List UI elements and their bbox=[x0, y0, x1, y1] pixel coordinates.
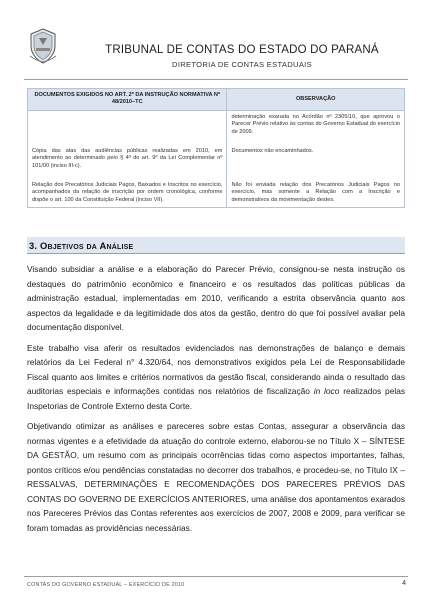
paragraph-3: Objetivando otimizar as análises e pareceres sobre estas Contas, assegurar a observância das normas vigentes e a efetividade da atuação do controle externo, elaborou-se no Título X – SÍNTESE DA GESTÃO, um resumo com as principais ocorrências tidas como aspectos importantes, falhas, pontos críticos e/ou pendências constatadas no decorrer dos trabalhos, e procedeu-se, no Título IX – RESSALVAS, DETERMINAÇÕES E RECOMENDAÇÕES DOS PARECERES PRÉVIOS DAS CONTAS DO GOVERNO DE EXERCÍCIOS ANTERIORES, uma análise dos apontamentos exarados nos Pareceres Prévios das Contas referentes aos exercícios de 2007, 2008 e 2009, para verificar se foram tomadas as providências necessárias. bbox=[27, 421, 405, 533]
table-cell-document: Cópia das atas das audiências públicas realizadas em 2010, em atendimento ao determinado pelo § 4º do art. 9º da Lei Complementar nº 101/00 (inciso III-c). bbox=[28, 145, 227, 173]
table-cell-observation: Não foi enviada relação dos Precatórios Judiciais Pagos no exercício, mas somente a Relação com a Inscrição e demonstrativos da movimentação destes. bbox=[227, 179, 405, 208]
table-row bbox=[28, 110, 405, 139]
paragraph-2-text-end: realizados pelas Inspetorias de Controle Externo desta Corte. bbox=[27, 386, 406, 411]
institution-title: TRIBUNAL DE CONTAS DO ESTADO DO PARANÁ bbox=[105, 44, 379, 56]
table-cell-observation: Documentos não encaminhados. bbox=[227, 145, 405, 173]
table-cell-document: Relação dos Precatórios Judiciais Pagos, Baixados e Inscritos no exercício, acompanhados da relação de inscrição por ordem cronológica, conforme dispõe o art. 100 da Constituição Federal (inciso VII). bbox=[28, 179, 227, 208]
page-header bbox=[24, 22, 408, 80]
section-heading bbox=[27, 237, 405, 254]
table-cell-document bbox=[28, 110, 227, 139]
documents-table bbox=[27, 88, 405, 208]
column-header-observation: OBSERVAÇÃO bbox=[227, 89, 405, 111]
footer-text: CONTAS DO GOVERNO ESTADUAL – EXERCÍCIO DE 2010 bbox=[27, 582, 185, 588]
paragraph-2 bbox=[27, 341, 405, 414]
paragraph-1: Visando subsidiar a análise e a elaboração do Parecer Prévio, consignou-se nesta instrução os destaques do patrimônio econômico e financeiro e os resultados das políticas públicas da administração estadual, implementadas em 2010, verificando a estrita observância quanto aos aspectos da legalidade e da legitimidade dos atos da gestão, dentro do que foi possível avaliar pela documentação disponível. bbox=[27, 264, 405, 332]
department-subtitle: DIRETORIA DE CONTAS ESTADUAIS bbox=[172, 60, 312, 69]
coat-of-arms-icon bbox=[28, 28, 58, 64]
body-text bbox=[27, 262, 405, 541]
page-number: 4 bbox=[402, 580, 406, 587]
header-divider bbox=[24, 79, 408, 80]
table-row bbox=[28, 179, 405, 208]
section-title: 3. Objetivos da Análise bbox=[29, 240, 134, 251]
table-row bbox=[28, 145, 405, 173]
paragraph-2-text: Este trabalho visa aferir os resultados evidenciados nas demonstrações de balanço e demais relatórios da Lei Federal n° 4.320/64, nos demonstrativos exigidos pela Lei de Responsabilidade Fiscal quanto aos limites e critérios normativos da gestão fiscal, considerando ainda o resultado das auditorias especiais e informações contidas nos relatórios de fiscalização bbox=[27, 342, 405, 396]
paragraph-2-italic: in loco bbox=[313, 386, 340, 396]
table-cell-observation: determinação exarada no Acórdão nº 2305/10, que aprovou o Parecer Prévio relativo às contas do Governo Estadual do exercício de 2009. bbox=[227, 110, 405, 139]
column-header-documents: DOCUMENTOS EXIGIDOS NO ART. 2º DA INSTRUÇÃO NORMATIVA Nº 48/2010–TC bbox=[28, 89, 227, 111]
footer-divider bbox=[24, 576, 408, 577]
table-header-row bbox=[28, 89, 405, 111]
